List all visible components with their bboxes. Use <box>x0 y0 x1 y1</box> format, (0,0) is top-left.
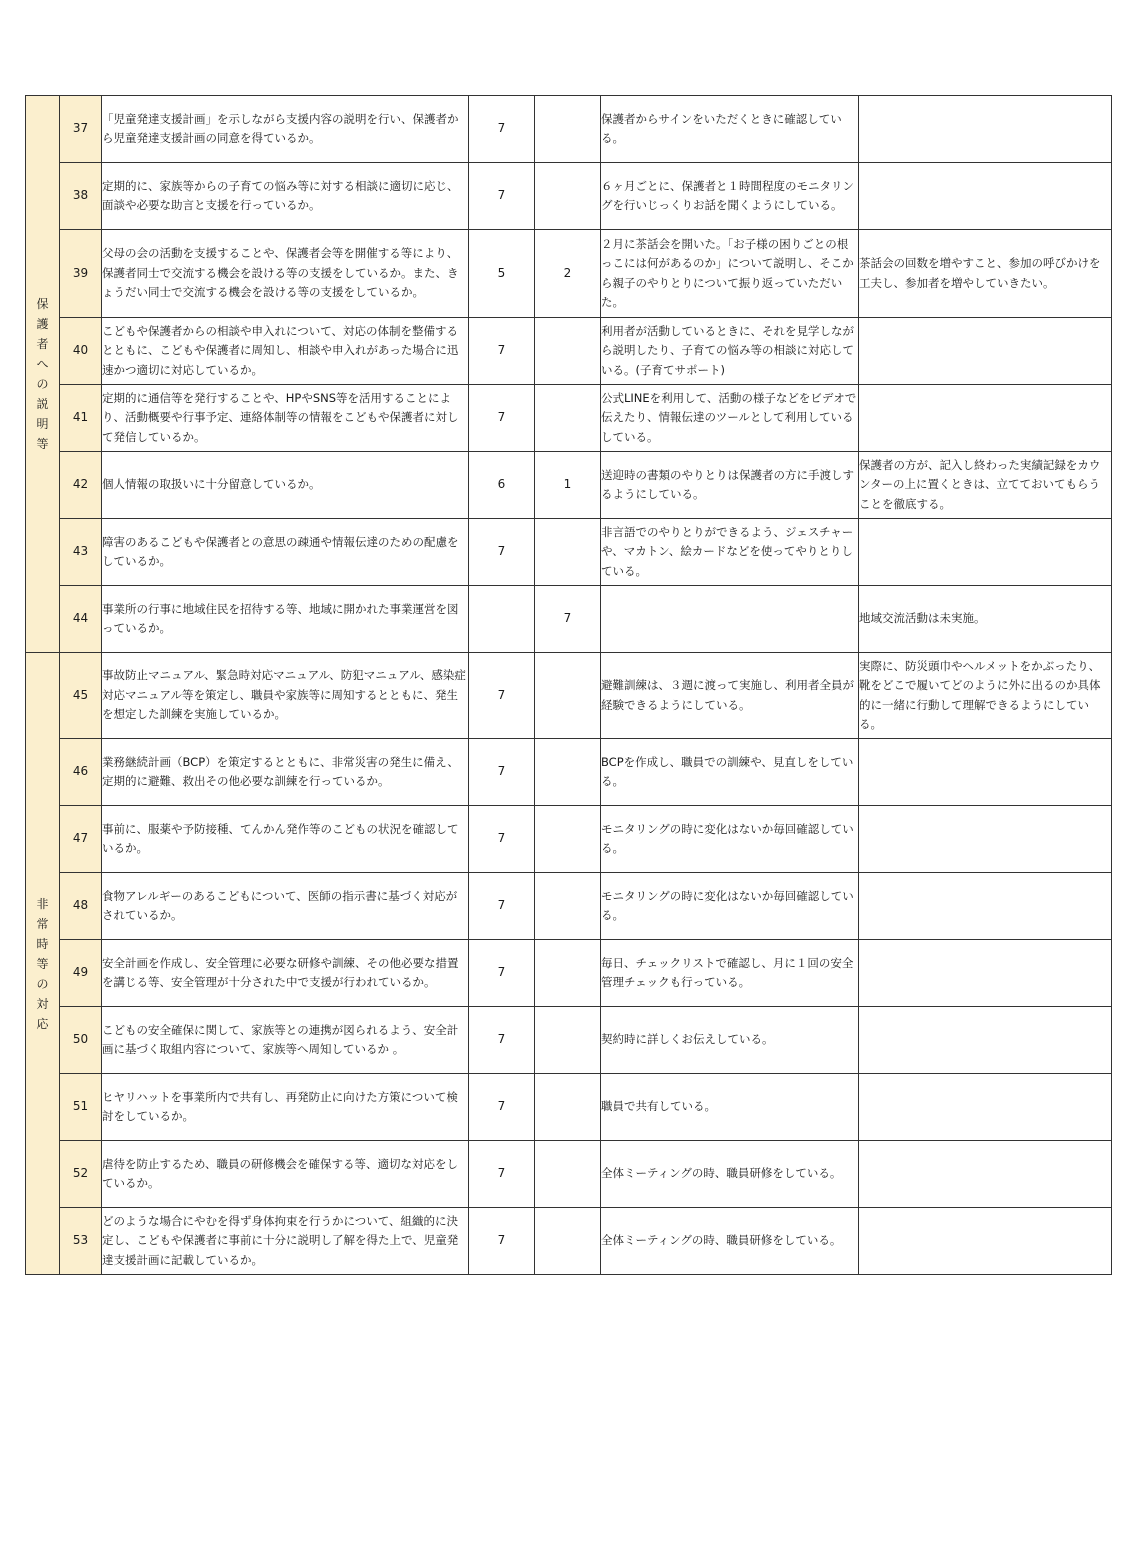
improvement-note <box>859 873 1112 940</box>
table-row <box>26 806 1112 873</box>
no-count <box>535 163 601 230</box>
table-row <box>26 96 1112 163</box>
evaluation-table <box>25 95 1112 1275</box>
no-count <box>535 1074 601 1141</box>
table-row <box>26 318 1112 385</box>
yes-count: 7 <box>469 1141 535 1208</box>
table-row <box>26 1074 1112 1141</box>
improvement-note <box>859 163 1112 230</box>
improvement-note <box>859 1208 1112 1275</box>
table-row <box>26 873 1112 940</box>
staff-note: 公式LINEを利用して、活動の様子などをビデオで伝えたり、情報伝達のツールとして利用しているしている。 <box>601 385 859 452</box>
table-row <box>26 1007 1112 1074</box>
row-number: 52 <box>60 1141 102 1208</box>
no-count <box>535 1208 601 1275</box>
staff-note: BCPを作成し、職員での訓練や、見直しをしている。 <box>601 739 859 806</box>
item-text: こどもの安全確保に関して、家族等との連携が図られるよう、安全計画に基づく取組内容について、家族等へ周知しているか 。 <box>102 1007 469 1074</box>
row-number: 46 <box>60 739 102 806</box>
no-count <box>535 873 601 940</box>
row-number: 43 <box>60 519 102 586</box>
staff-note: モニタリングの時に変化はないか毎回確認している。 <box>601 806 859 873</box>
row-number: 53 <box>60 1208 102 1275</box>
item-text: 事前に、服薬や予防接種、てんかん発作等のこどもの状況を確認しているか。 <box>102 806 469 873</box>
yes-count: 7 <box>469 806 535 873</box>
row-number: 40 <box>60 318 102 385</box>
table-row <box>26 653 1112 739</box>
no-count: 7 <box>535 586 601 653</box>
yes-count: 7 <box>469 1074 535 1141</box>
row-number: 42 <box>60 452 102 519</box>
improvement-note <box>859 1141 1112 1208</box>
table-row <box>26 940 1112 1007</box>
table-row <box>26 385 1112 452</box>
row-number: 41 <box>60 385 102 452</box>
improvement-note <box>859 385 1112 452</box>
category-label: 非常時等の対応 <box>36 896 49 1031</box>
no-count: 1 <box>535 452 601 519</box>
yes-count: 6 <box>469 452 535 519</box>
row-number: 48 <box>60 873 102 940</box>
yes-count: 7 <box>469 940 535 1007</box>
no-count <box>535 1141 601 1208</box>
table-row <box>26 586 1112 653</box>
row-number: 38 <box>60 163 102 230</box>
row-number: 44 <box>60 586 102 653</box>
yes-count: 7 <box>469 163 535 230</box>
item-text: 「児童発達支援計画」を示しながら支援内容の説明を行い、保護者から児童発達支援計画の同意を得ているか。 <box>102 96 469 163</box>
yes-count: 7 <box>469 96 535 163</box>
item-text: 安全計画を作成し、安全管理に必要な研修や訓練、その他必要な措置を講じる等、安全管理が十分された中で支援が行われているか。 <box>102 940 469 1007</box>
item-text: 事故防止マニュアル、緊急時対応マニュアル、防犯マニュアル、感染症対応マニュアル等を策定し、職員や家族等に周知するとともに、発生を想定した訓練を実施しているか。 <box>102 653 469 739</box>
row-number: 45 <box>60 653 102 739</box>
no-count <box>535 385 601 452</box>
table-row <box>26 1141 1112 1208</box>
row-number: 51 <box>60 1074 102 1141</box>
staff-note: 毎日、チェックリストで確認し、月に１回の安全管理チェックも行っている。 <box>601 940 859 1007</box>
yes-count: 7 <box>469 873 535 940</box>
item-text: 定期的に、家族等からの子育ての悩み等に対する相談に適切に応じ、面談や必要な助言と支援を行っているか。 <box>102 163 469 230</box>
item-text: 父母の会の活動を支援することや、保護者会等を開催する等により、保護者同士で交流する機会を設ける等の支援をしているか。また、きょうだい同士で交流する機会を設ける等の支援をしているか。 <box>102 230 469 318</box>
improvement-note <box>859 1074 1112 1141</box>
category-label: 保護者への説明等 <box>36 297 49 451</box>
table-row <box>26 230 1112 318</box>
item-text: ヒヤリハットを事業所内で共有し、再発防止に向けた方策について検討をしているか。 <box>102 1074 469 1141</box>
staff-note: 全体ミーティングの時、職員研修をしている。 <box>601 1208 859 1275</box>
staff-note: 利用者が活動しているときに、それを見学しながら説明したり、子育ての悩み等の相談に対応している。(子育てサポート) <box>601 318 859 385</box>
item-text: 虐待を防止するため、職員の研修機会を確保する等、適切な対応をしているか。 <box>102 1141 469 1208</box>
staff-note <box>601 586 859 653</box>
improvement-note <box>859 739 1112 806</box>
staff-note: 職員で共有している。 <box>601 1074 859 1141</box>
staff-note: モニタリングの時に変化はないか毎回確認している。 <box>601 873 859 940</box>
staff-note: 全体ミーティングの時、職員研修をしている。 <box>601 1141 859 1208</box>
yes-count: 7 <box>469 519 535 586</box>
yes-count <box>469 586 535 653</box>
no-count <box>535 1007 601 1074</box>
item-text: 業務継続計画（BCP）を策定するとともに、非常災害の発生に備え、定期的に避難、救出その他必要な訓練を行っているか。 <box>102 739 469 806</box>
improvement-note <box>859 96 1112 163</box>
improvement-note: 地域交流活動は未実施。 <box>859 586 1112 653</box>
item-text: 個人情報の取扱いに十分留意しているか。 <box>102 452 469 519</box>
table-row <box>26 739 1112 806</box>
yes-count: 7 <box>469 739 535 806</box>
improvement-note <box>859 1007 1112 1074</box>
no-count <box>535 318 601 385</box>
improvement-note <box>859 806 1112 873</box>
table-row <box>26 163 1112 230</box>
no-count: 2 <box>535 230 601 318</box>
improvement-note: 実際に、防災頭巾やヘルメットをかぶったり、靴をどこで履いてどのように外に出るのか具体的に一緒に行動して理解できるようにしている。 <box>859 653 1112 739</box>
table-row <box>26 1208 1112 1275</box>
improvement-note: 茶話会の回数を増やすこと、参加の呼びかけを工夫し、参加者を増やしていきたい。 <box>859 230 1112 318</box>
table-row <box>26 452 1112 519</box>
item-text: こどもや保護者からの相談や申入れについて、対応の体制を整備するとともに、こどもや保護者に周知し、相談や申入れがあった場合に迅速かつ適切に対応しているか。 <box>102 318 469 385</box>
improvement-note <box>859 519 1112 586</box>
row-number: 39 <box>60 230 102 318</box>
staff-note: 避難訓練は、３週に渡って実施し、利用者全員が経験できるようにしている。 <box>601 653 859 739</box>
staff-note: 契約時に詳しくお伝えしている。 <box>601 1007 859 1074</box>
yes-count: 5 <box>469 230 535 318</box>
staff-note: 保護者からサインをいただくときに確認している。 <box>601 96 859 163</box>
staff-note: ２月に茶話会を開いた。「お子様の困りごとの根っこには何があるのか」について説明し、そこから親子のやりとりについて振り返っていただいた。 <box>601 230 859 318</box>
no-count <box>535 653 601 739</box>
item-text: 食物アレルギーのあるこどもについて、医師の指示書に基づく対応がされているか。 <box>102 873 469 940</box>
no-count <box>535 96 601 163</box>
yes-count: 7 <box>469 385 535 452</box>
item-text: 事業所の行事に地域住民を招待する等、地域に開かれた事業運営を図っているか。 <box>102 586 469 653</box>
staff-note: ６ヶ月ごとに、保護者と１時間程度のモニタリングを行いじっくりお話を聞くようにしている。 <box>601 163 859 230</box>
staff-note: 非言語でのやりとりができるよう、ジェスチャーや、マカトン、絵カードなどを使ってやりとりしている。 <box>601 519 859 586</box>
yes-count: 7 <box>469 1208 535 1275</box>
staff-note: 送迎時の書類のやりとりは保護者の方に手渡しするようにしている。 <box>601 452 859 519</box>
no-count <box>535 940 601 1007</box>
improvement-note: 保護者の方が、記入し終わった実績記録をカウンターの上に置くときは、立てておいてもらうことを徹底する。 <box>859 452 1112 519</box>
row-number: 49 <box>60 940 102 1007</box>
improvement-note <box>859 318 1112 385</box>
item-text: どのような場合にやむを得ず身体拘束を行うかについて、組織的に決定し、こどもや保護者に事前に十分に説明し了解を得た上で、児童発達支援計画に記載しているか。 <box>102 1208 469 1275</box>
yes-count: 7 <box>469 1007 535 1074</box>
improvement-note <box>859 940 1112 1007</box>
no-count <box>535 739 601 806</box>
row-number: 37 <box>60 96 102 163</box>
category-cell <box>26 96 60 653</box>
no-count <box>535 806 601 873</box>
yes-count: 7 <box>469 318 535 385</box>
item-text: 障害のあるこどもや保護者との意思の疎通や情報伝達のための配慮をしているか。 <box>102 519 469 586</box>
category-cell <box>26 653 60 1275</box>
table-row <box>26 519 1112 586</box>
row-number: 47 <box>60 806 102 873</box>
no-count <box>535 519 601 586</box>
yes-count: 7 <box>469 653 535 739</box>
item-text: 定期的に通信等を発行することや、HPやSNS等を活用することにより、活動概要や行事予定、連絡体制等の情報をこどもや保護者に対して発信しているか。 <box>102 385 469 452</box>
row-number: 50 <box>60 1007 102 1074</box>
